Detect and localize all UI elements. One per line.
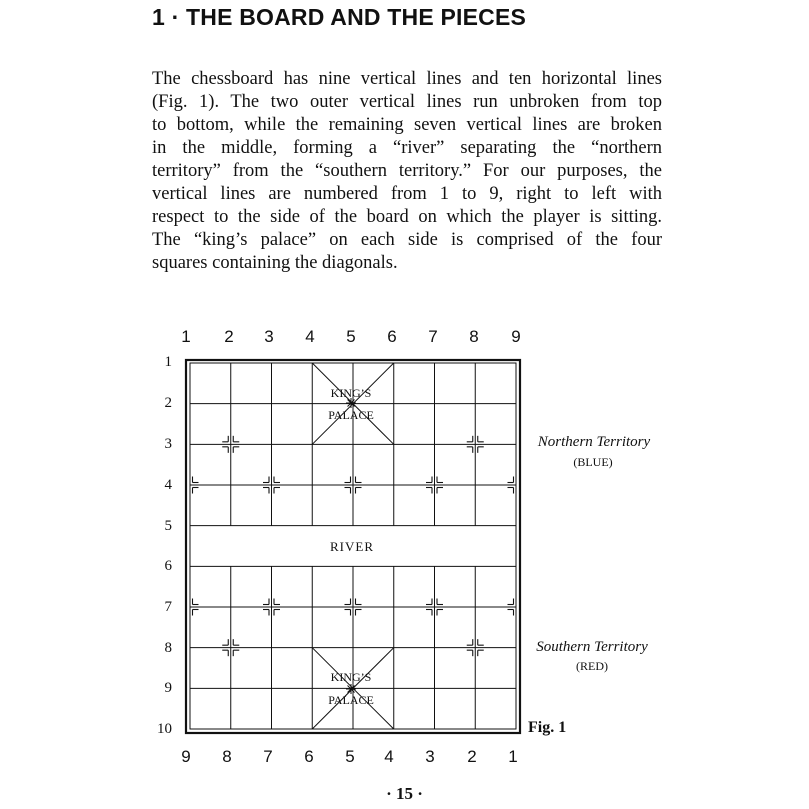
chapter-heading: 1 · THE BOARD AND THE PIECES: [152, 4, 527, 30]
top-col-number: 5: [346, 327, 356, 346]
bottom-col-number: 6: [304, 747, 314, 766]
figure-caption: Fig. 1: [528, 719, 567, 736]
paragraph-line: The chessboard has nine vertical lines and ten horizontal lines: [152, 69, 662, 89]
south-palace-label-line2: PALACE: [328, 693, 374, 707]
row-number: 5: [164, 518, 172, 534]
paragraph-line: territory” from the “southern territory.” For our purposes, the: [152, 161, 662, 181]
row-number: 4: [164, 477, 172, 493]
south-palace-label-line1: KING’S: [330, 670, 372, 684]
top-col-number: 4: [305, 327, 315, 346]
bottom-col-number: 9: [181, 747, 191, 766]
river-label: RIVER: [330, 539, 374, 554]
row-number: 3: [164, 436, 172, 452]
paragraph-line: squares containing the diagonals.: [152, 253, 398, 273]
north-palace-label-line2: PALACE: [328, 408, 374, 422]
top-col-number: 2: [224, 327, 234, 346]
row-number: 6: [164, 558, 172, 574]
row-number: 8: [164, 640, 172, 656]
north-palace-label-line1: KING’S: [330, 386, 372, 400]
paragraph-line: The “king’s palace” on each side is comprised of the four: [152, 230, 662, 250]
paragraph-line: (Fig. 1). The two outer vertical lines run unbroken from top: [152, 92, 662, 112]
top-col-number: 6: [387, 327, 397, 346]
southern-color-label: (RED): [576, 659, 608, 673]
palace-center-star: [346, 684, 356, 694]
top-col-number: 1: [181, 327, 191, 346]
row-number: 10: [157, 721, 172, 737]
row-number: 1: [164, 354, 172, 370]
page-number: · 15 ·: [386, 784, 423, 803]
palace-center-star: [346, 398, 356, 408]
row-number: 9: [164, 680, 172, 696]
bottom-col-number: 7: [263, 747, 273, 766]
top-col-number: 7: [428, 327, 438, 346]
paragraph-line: respect to the side of the board on which the player is sitting.: [152, 207, 662, 227]
northern-color-label: (BLUE): [573, 455, 613, 469]
bottom-col-number: 4: [384, 747, 394, 766]
row-number: 2: [164, 395, 172, 411]
bottom-col-number: 8: [222, 747, 232, 766]
bottom-col-number: 2: [467, 747, 477, 766]
top-col-number: 8: [469, 327, 479, 346]
northern-territory-label: Northern Territory: [537, 434, 651, 450]
paragraph-line: vertical lines are numbered from 1 to 9, right to left with: [152, 184, 662, 204]
row-number: 7: [164, 599, 172, 615]
top-col-number: 3: [264, 327, 274, 346]
bottom-col-number: 5: [345, 747, 355, 766]
top-col-number: 9: [511, 327, 521, 346]
bottom-col-number: 1: [508, 747, 518, 766]
paragraph-line: in the middle, forming a “river” separating the “northern: [152, 138, 662, 158]
southern-territory-label: Southern Territory: [536, 639, 648, 655]
bottom-col-number: 3: [425, 747, 435, 766]
paragraph-line: to bottom, while the remaining seven vertical lines are broken: [152, 115, 662, 135]
